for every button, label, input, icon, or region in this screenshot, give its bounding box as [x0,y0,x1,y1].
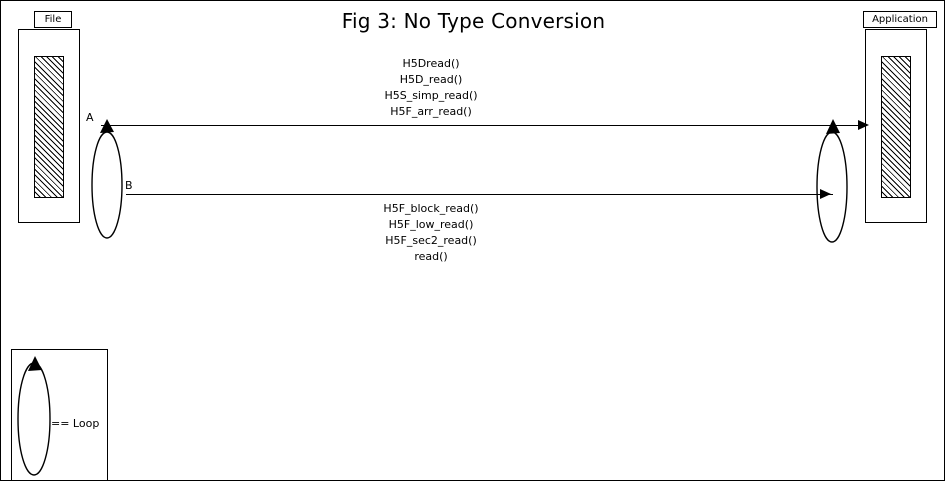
call-bottom-line-2: H5F_low_read() [388,218,474,231]
arrow-line-b [126,194,833,195]
call-top-line-3: H5S_simp_read() [384,89,478,102]
endpoint-label-file: File [34,11,72,28]
point-label-a: A [86,111,94,124]
call-top-line-4: H5F_arr_read() [390,105,472,118]
endpoint-fill-file [34,56,64,198]
call-top-line-2: H5D_read() [399,73,463,86]
call-list-top [331,56,531,120]
endpoint-box-file [18,29,80,223]
page-title: Fig 3: No Type Conversion [341,9,606,33]
arrow-head-a [858,120,869,130]
point-label-b: B [125,179,133,192]
call-top-line-1: H5Dread() [402,57,460,70]
call-list-bottom [331,201,531,265]
endpoint-fill-application [881,56,911,198]
call-bottom-line-3: H5F_sec2_read() [385,234,477,247]
loop-ellipse-left [87,119,127,241]
endpoint-box-application [865,29,927,223]
call-bottom-line-4: read() [414,250,448,263]
legend-loop-icon [13,353,55,479]
legend-loop-label: == Loop [51,417,100,430]
endpoint-label-application: Application [863,11,937,28]
arrow-line-a [101,125,861,126]
loop-ellipse-right [812,119,852,247]
call-bottom-line-1: H5F_block_read() [383,202,479,215]
